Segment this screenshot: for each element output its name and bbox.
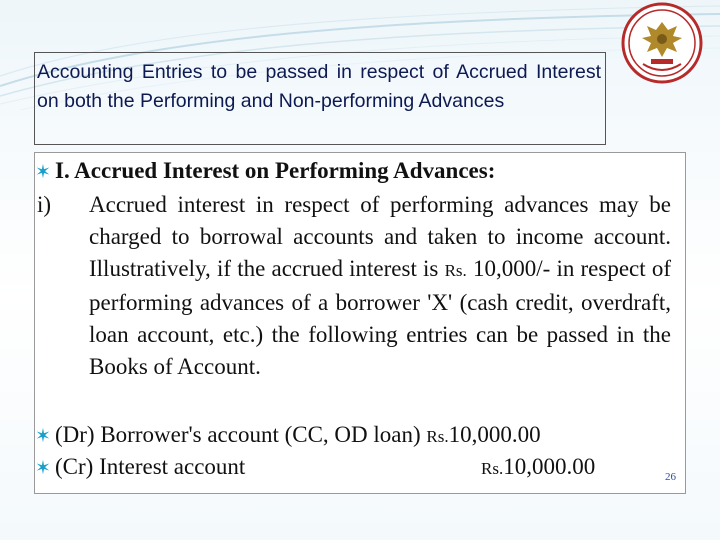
credit-entry-label: (Cr) Interest account [55,454,246,479]
bullet-icon: ✶ [35,162,51,183]
paragraph-text-part-1: Accrued interest in respect of performing advances may be charged to borrowal accounts and taken to income account. Illustratively, if the accrued interest is [89,192,671,281]
debit-entry-label: (Dr) Borrower's account (CC, OD loan) [55,422,427,447]
bullet-icon: ✶ [35,426,51,447]
icai-emblem-icon [621,2,703,84]
slide-title: Accounting Entries to be passed in respect of Accrued Interest on both the Performing and Non-performing Advances [34,52,606,145]
credit-amount: 10,000.00 [503,454,596,479]
debit-entry [35,419,541,453]
currency-rs: Rs. [444,261,467,280]
bullet-icon: ✶ [35,458,51,479]
item-marker: i) [37,192,52,217]
paragraph-text-part-2: 10,000/- in respect of performing advances of a borrower 'X' (cash credit, overdraft, loan account, etc.) the following entries can be passed in the Books of Account. [89,256,671,379]
credit-entry [35,451,596,485]
debit-amount: 10,000.00 [448,422,541,447]
item-paragraph [89,189,671,383]
content-box [34,152,686,494]
page-number: 26 [665,471,676,483]
section-heading [35,155,495,189]
credit-amount-group [481,451,595,485]
currency-rs: Rs. [426,427,449,446]
section-heading-text: I. Accrued Interest on Performing Advances: [55,158,496,183]
currency-rs: Rs. [481,459,504,478]
